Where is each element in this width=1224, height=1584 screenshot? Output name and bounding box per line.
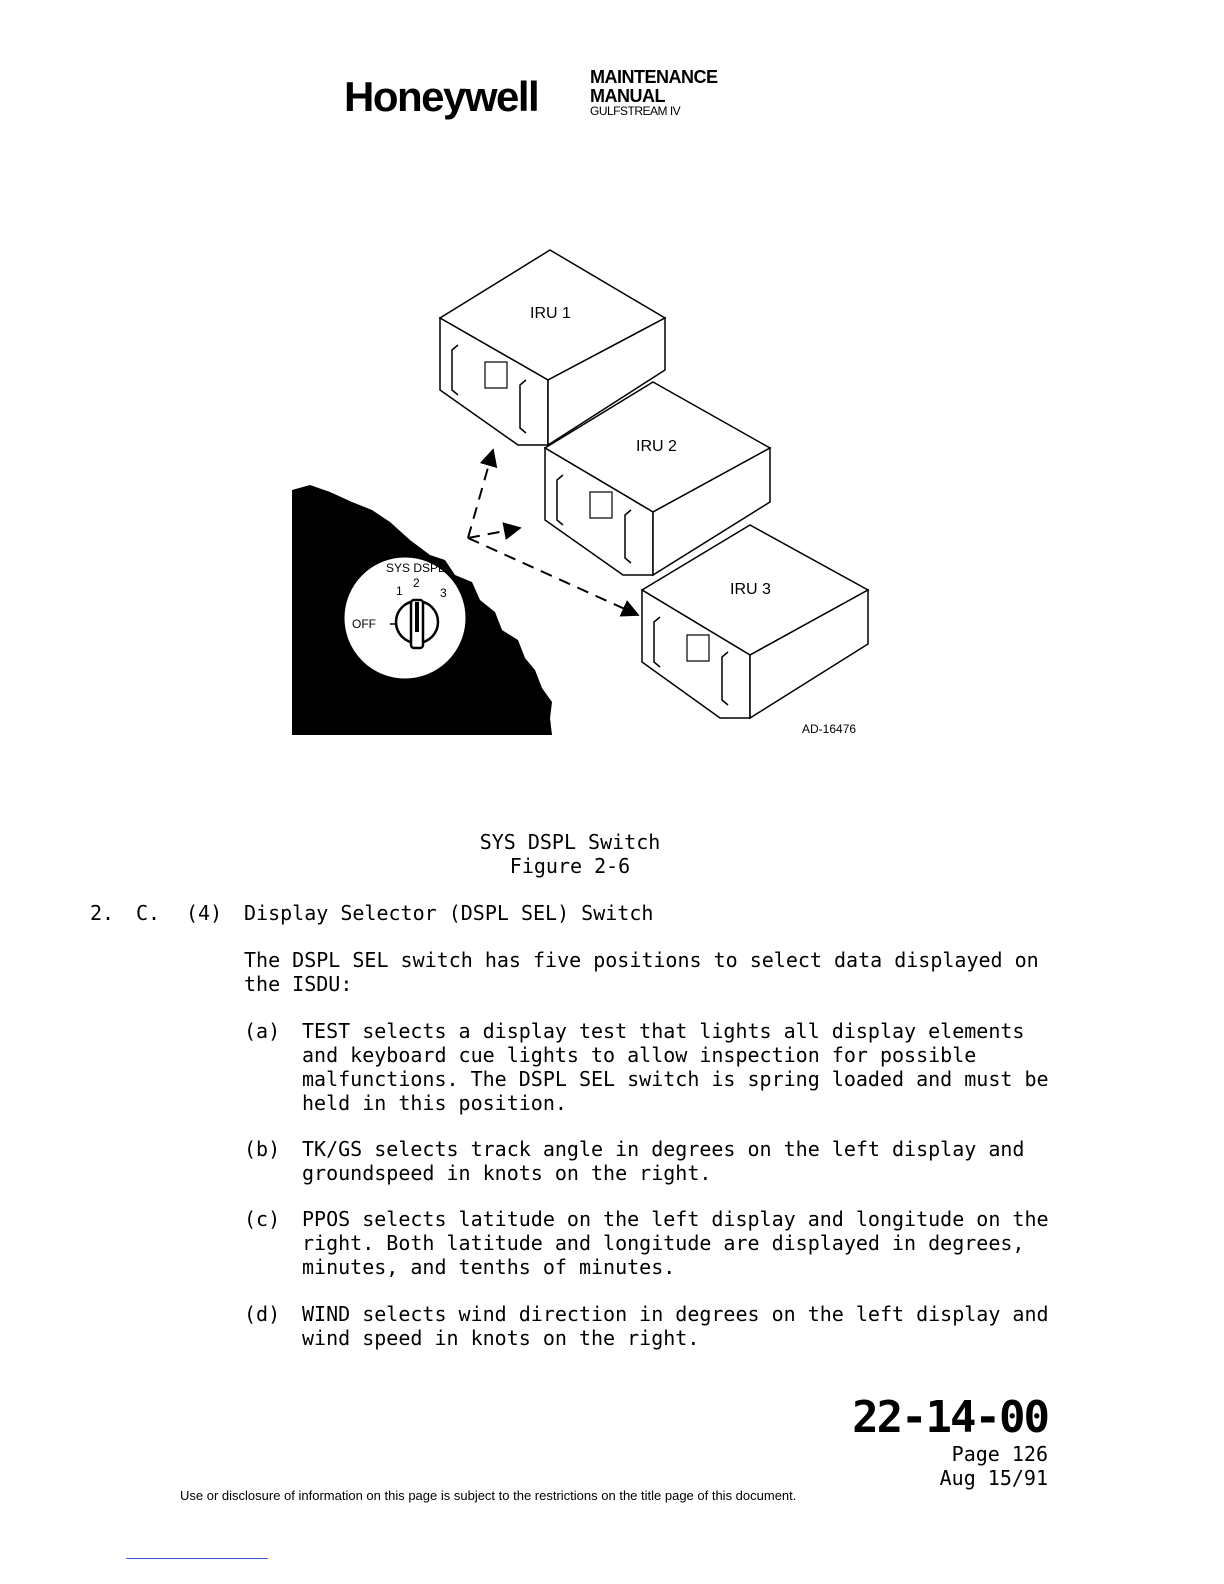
figure-caption-title: SYS DSPL Switch	[479, 830, 661, 854]
sys-dspl-switch-figure	[280, 240, 880, 750]
manual-title-line3: GULFSTREAM IV	[590, 104, 681, 118]
document-number: 22-14-00	[852, 1392, 1048, 1443]
iru-1-label: IRU 1	[530, 305, 571, 322]
intro-paragraph: The DSPL SEL switch has five positions to select data displayed on the ISDU:	[244, 948, 1039, 996]
switch-pos-3-label: 3	[440, 586, 447, 600]
iru-2-label: IRU 2	[636, 438, 677, 455]
switch-pos-2-label: 2	[413, 576, 420, 590]
switch-title-label: SYS DSPL	[386, 561, 445, 575]
section-letter: C.	[136, 901, 161, 925]
item-d-text: WIND selects wind direction in degrees on the left display and wind speed in knots on the right.	[302, 1302, 1049, 1350]
manual-title-block	[590, 68, 718, 117]
manual-title-line1: MAINTENANCE	[590, 67, 718, 87]
switch-pos-off-label: OFF	[352, 617, 376, 631]
honeywell-logo: Honeywell	[344, 73, 539, 120]
item-a-marker: (a)	[244, 1019, 281, 1043]
switch-pos-1-label: 1	[396, 584, 403, 598]
figure-caption-number: Figure 2-6	[509, 854, 631, 878]
footer-rule	[126, 1558, 268, 1559]
page-number: Page 126	[951, 1442, 1048, 1466]
item-d-marker: (d)	[244, 1302, 281, 1326]
section-title: Display Selector (DSPL SEL) Switch	[244, 901, 654, 925]
figure-id-label: AD-16476	[802, 722, 857, 736]
section-item: (4)	[186, 901, 223, 925]
revision-date: Aug 15/91	[939, 1466, 1048, 1490]
item-b-text: TK/GS selects track angle in degrees on the left display and groundspeed in knots on the right.	[302, 1137, 1025, 1185]
disclosure-notice: Use or disclosure of information on this page is subject to the restrictions on the title page of this document.	[180, 1488, 797, 1503]
iru-3-label: IRU 3	[730, 581, 771, 598]
item-b-marker: (b)	[244, 1137, 281, 1161]
sys-dspl-switch	[343, 556, 467, 680]
item-c-text: PPOS selects latitude on the left display and longitude on the right. Both latitude and longitude are displayed in degrees, minutes, and tenths of minutes.	[302, 1207, 1049, 1279]
section-number: 2.	[90, 901, 115, 925]
item-c-marker: (c)	[244, 1207, 281, 1231]
item-a-text: TEST selects a display test that lights all display elements and keyboard cue lights to allow inspection for possible malfunctions. The DSPL SEL switch is spring loaded and must be held in this position.	[302, 1019, 1049, 1115]
manual-title-line2: MANUAL	[590, 86, 665, 106]
